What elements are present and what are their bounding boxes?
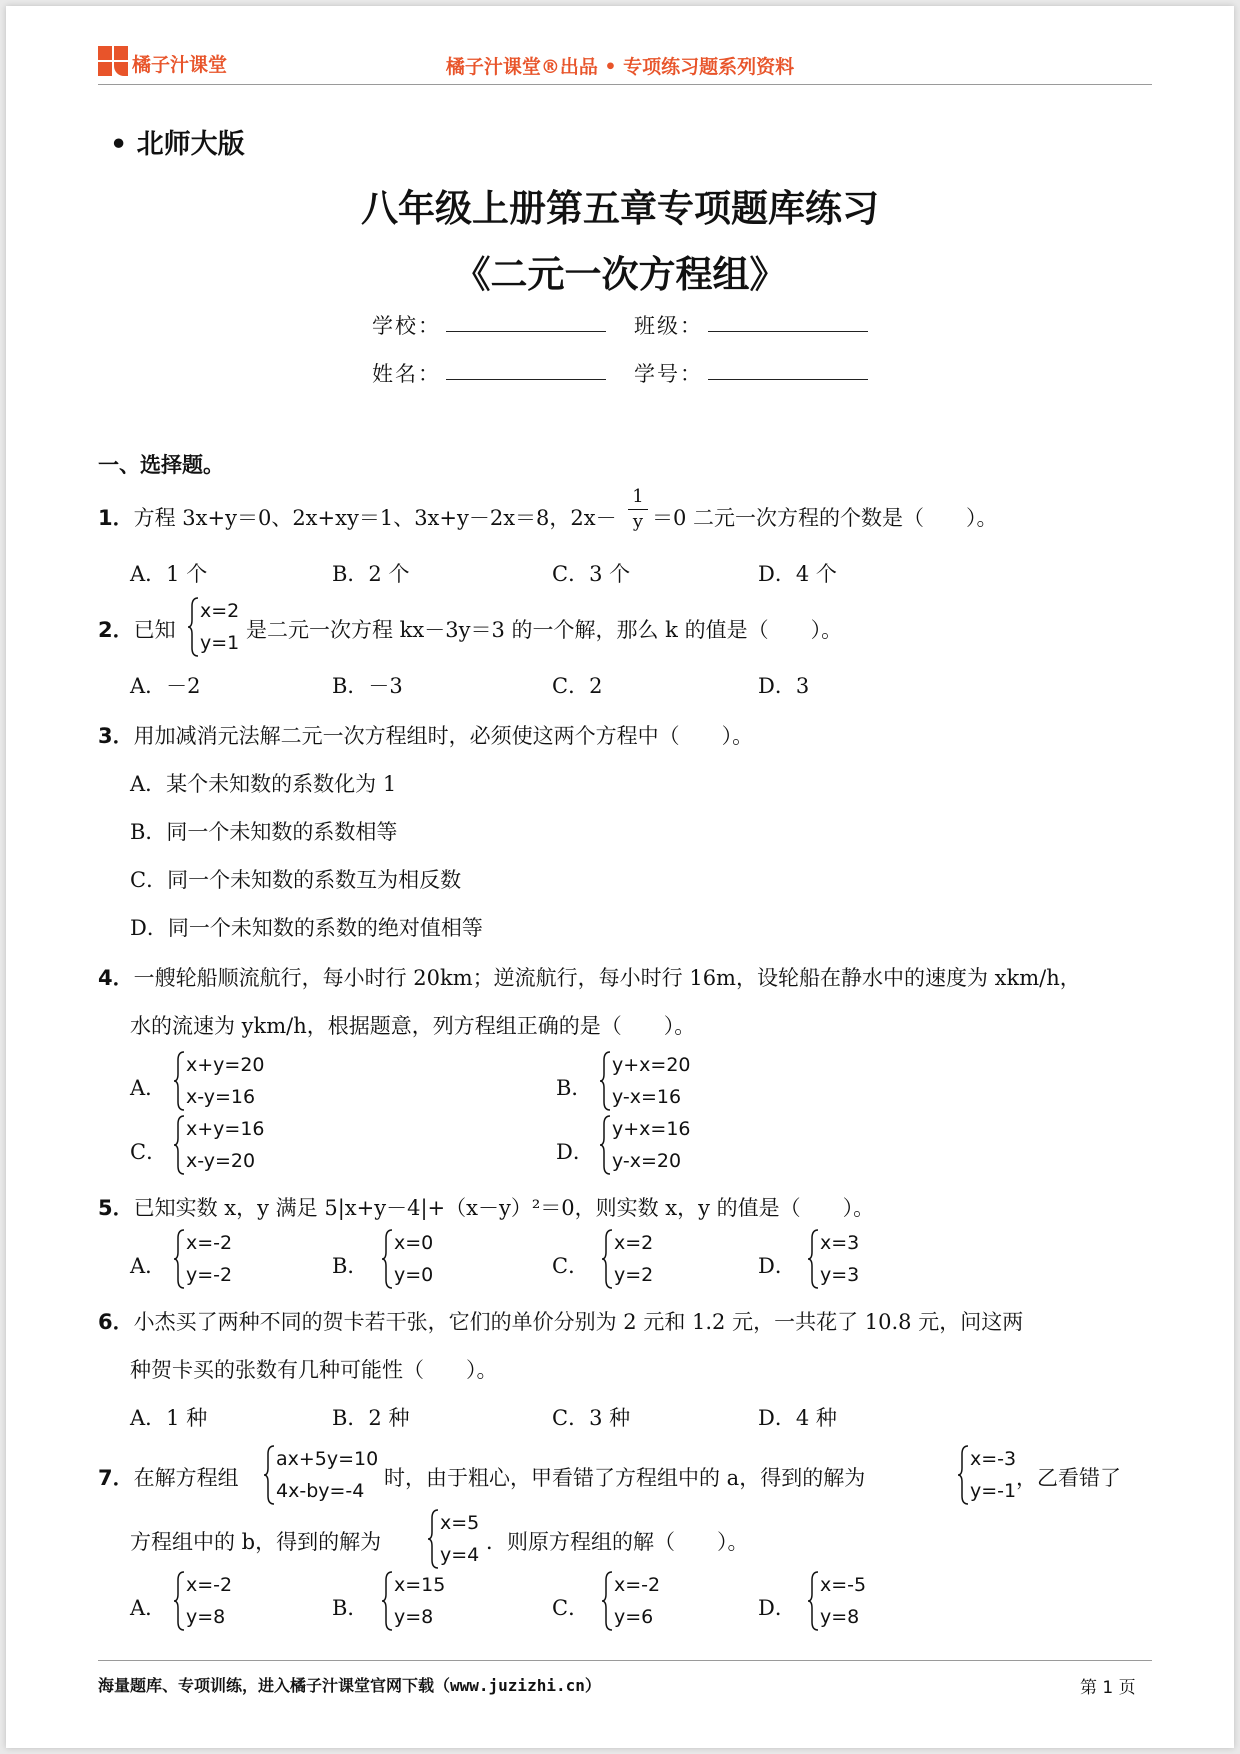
school-field[interactable] — [446, 331, 606, 332]
option-a[interactable]: A． — [130, 1076, 167, 1100]
number-field[interactable] — [708, 379, 868, 380]
option-b-system — [598, 1050, 698, 1112]
question-stem: 方程 3x+y＝0、2x+xy＝1、3x+y－2x＝8，2x－ — [133, 506, 617, 530]
question-7 — [98, 1462, 239, 1492]
system-line: x=-2 — [186, 1574, 233, 1596]
fraction-denominator: y — [632, 511, 644, 532]
option-a-system — [172, 1228, 252, 1290]
option-b-system — [380, 1228, 460, 1290]
system-line: y=2 — [614, 1264, 654, 1286]
question-6 — [98, 1306, 1023, 1336]
section-heading: 一、选择题。 — [98, 453, 224, 477]
question-stem: 一艘轮船顺流航行，每小时行 20km；逆流航行，每小时行 16m，设轮船在静水中的速度为 xkm/h， — [133, 966, 1081, 990]
question-number: 5． — [98, 1196, 134, 1220]
option-c[interactable]: C． — [552, 1254, 590, 1278]
option-d[interactable]: D．4 个 — [758, 562, 837, 586]
page-number: 第 1 页 — [1080, 1678, 1136, 1698]
option-b-system — [380, 1570, 460, 1632]
system-line: x=5 — [440, 1512, 480, 1534]
system-line: x=15 — [394, 1574, 446, 1596]
footer-rule — [98, 1660, 1152, 1661]
option-c[interactable]: C．同一个未知数的系数互为相反数 — [130, 868, 462, 892]
system-line: y=0 — [394, 1264, 434, 1286]
option-c[interactable]: C．3 种 — [552, 1406, 631, 1430]
option-d[interactable]: D．4 种 — [758, 1406, 837, 1430]
system-line: y+x=16 — [612, 1118, 691, 1140]
system-line: y+x=20 — [612, 1054, 691, 1076]
question-3 — [98, 720, 753, 750]
class-label: 班级： — [634, 314, 703, 338]
option-b[interactable]: B． — [332, 1596, 369, 1620]
option-a-system — [172, 1050, 272, 1112]
system-line: x=0 — [394, 1232, 434, 1254]
option-a[interactable]: A． — [130, 1254, 167, 1278]
question-stem: 已知 — [133, 618, 176, 642]
option-b[interactable]: B．2 个 — [332, 562, 410, 586]
option-b[interactable]: B． — [556, 1076, 593, 1100]
system-line: x-y=16 — [186, 1086, 256, 1108]
system-line: x=-5 — [820, 1574, 867, 1596]
question-number: 7． — [98, 1466, 134, 1490]
equation-system — [956, 1444, 1016, 1506]
school-label: 学校： — [372, 314, 441, 338]
class-field[interactable] — [708, 331, 868, 332]
equation-system — [426, 1508, 486, 1570]
option-a[interactable]: A． — [130, 1596, 167, 1620]
option-a[interactable]: A．1 个 — [130, 562, 208, 586]
question-stem: 小杰买了两种不同的贺卡若干张，它们的单价分别为 2 元和 1.2 元，一共花了 10.8 元，问这两 — [133, 1310, 1024, 1334]
question-1-tail: ＝0 二元一次方程的个数是（ ）。 — [652, 506, 998, 530]
system-line: x=2 — [614, 1232, 654, 1254]
number-label: 学号： — [634, 362, 703, 386]
footer-text: 海量题库、专项训练，进入橘子汁课堂官网下载（www.juzizhi.cn） — [98, 1676, 601, 1695]
question-4-line2: 水的流速为 ykm/h，根据题意，列方程组正确的是（ ）。 — [130, 1014, 696, 1038]
system-line: y-x=16 — [612, 1086, 682, 1108]
system-line: x=-3 — [970, 1448, 1017, 1470]
system-line: y=3 — [820, 1264, 860, 1286]
system-line: x+y=20 — [186, 1054, 265, 1076]
question-4 — [98, 962, 1081, 992]
option-d[interactable]: D．3 — [758, 674, 810, 698]
option-c-system — [600, 1228, 680, 1290]
header-title: 橘子汁课堂®出品 • 专项练习题系列资料 — [445, 56, 795, 78]
question-number: 3． — [98, 724, 134, 748]
option-a[interactable]: A．－2 — [130, 674, 201, 698]
system-line: x=-2 — [614, 1574, 661, 1596]
question-number: 1． — [98, 506, 134, 530]
system-line: x-y=20 — [186, 1150, 256, 1172]
option-d-system — [598, 1114, 698, 1176]
logo-text: 橘子汁课堂 — [132, 54, 228, 76]
system-line: y=1 — [200, 632, 240, 654]
edition-label: • 北师大版 — [110, 129, 245, 160]
option-b[interactable]: B．－3 — [332, 674, 403, 698]
system-line: 4x-by=-4 — [276, 1480, 365, 1502]
system-line: x=2 — [200, 600, 240, 622]
option-b[interactable]: B．同一个未知数的系数相等 — [130, 820, 398, 844]
system-line: x=3 — [820, 1232, 860, 1254]
name-field[interactable] — [446, 379, 606, 380]
question-6-line2: 种贺卡买的张数有几种可能性（ ）。 — [130, 1358, 498, 1382]
option-c[interactable]: C．2 — [552, 674, 603, 698]
header-rule — [98, 84, 1152, 85]
option-c-system — [600, 1570, 680, 1632]
question-2 — [98, 614, 176, 644]
question-number: 4． — [98, 966, 134, 990]
option-d[interactable]: D． — [758, 1254, 796, 1278]
system-line: y-x=20 — [612, 1150, 682, 1172]
system-line: x=-2 — [186, 1232, 233, 1254]
question-7-line2: 方程组中的 b，得到的解为 — [130, 1530, 382, 1554]
option-a[interactable]: A．某个未知数的系数化为 1 — [130, 772, 397, 796]
option-c[interactable]: C．3 个 — [552, 562, 631, 586]
equation-system — [262, 1444, 382, 1506]
question-7-line2-tail: ．则原方程组的解（ ）。 — [486, 1530, 749, 1554]
system-line: y=6 — [614, 1606, 654, 1628]
system-line: y=-1 — [970, 1480, 1017, 1502]
document-page — [6, 6, 1234, 1748]
option-b[interactable]: B．2 种 — [332, 1406, 410, 1430]
system-line: ax+5y=10 — [276, 1448, 379, 1470]
option-a-system — [172, 1570, 252, 1632]
page-title: 八年级上册第五章专项题库练习 — [361, 186, 879, 230]
option-d[interactable]: D．同一个未知数的系数的绝对值相等 — [130, 916, 483, 940]
name-label: 姓名： — [372, 362, 441, 386]
question-7-tail: ，乙看错了 — [1016, 1466, 1121, 1490]
system-line: y=-2 — [186, 1264, 233, 1286]
question-1 — [98, 502, 617, 532]
system-line: y=8 — [820, 1606, 860, 1628]
system-line: y=8 — [186, 1606, 226, 1628]
option-c-system — [172, 1114, 272, 1176]
option-b[interactable]: B． — [332, 1254, 369, 1278]
option-c[interactable]: C． — [130, 1140, 168, 1164]
system-line: y=8 — [394, 1606, 434, 1628]
option-c[interactable]: C． — [552, 1596, 590, 1620]
question-stem: 用加减消元法解二元一次方程组时，必须使这两个方程中（ ）。 — [133, 724, 754, 748]
question-2-tail: 是二元一次方程 kx－3y＝3 的一个解，那么 k 的值是（ ）。 — [246, 618, 843, 642]
page-subtitle: 《二元一次方程组》 — [453, 252, 787, 296]
option-a[interactable]: A．1 种 — [130, 1406, 208, 1430]
question-7-mid: 时，由于粗心，甲看错了方程组中的 a，得到的解为 — [384, 1466, 866, 1490]
question-5 — [98, 1192, 874, 1222]
option-d[interactable]: D． — [758, 1596, 796, 1620]
option-d-system — [806, 1228, 886, 1290]
question-number: 6． — [98, 1310, 134, 1334]
system-line: x+y=16 — [186, 1118, 265, 1140]
option-d-system — [806, 1570, 886, 1632]
fraction-numerator: 1 — [632, 486, 644, 507]
question-stem: 已知实数 x，y 满足 5|x+y－4|+（x－y）²＝0，则实数 x，y 的值是（ ）。 — [133, 1196, 875, 1220]
equation-system — [186, 596, 246, 658]
fraction — [628, 486, 648, 533]
system-line: y=4 — [440, 1544, 480, 1566]
question-stem: 在解方程组 — [133, 1466, 239, 1490]
question-number: 2． — [98, 618, 134, 642]
option-d[interactable]: D． — [556, 1140, 594, 1164]
